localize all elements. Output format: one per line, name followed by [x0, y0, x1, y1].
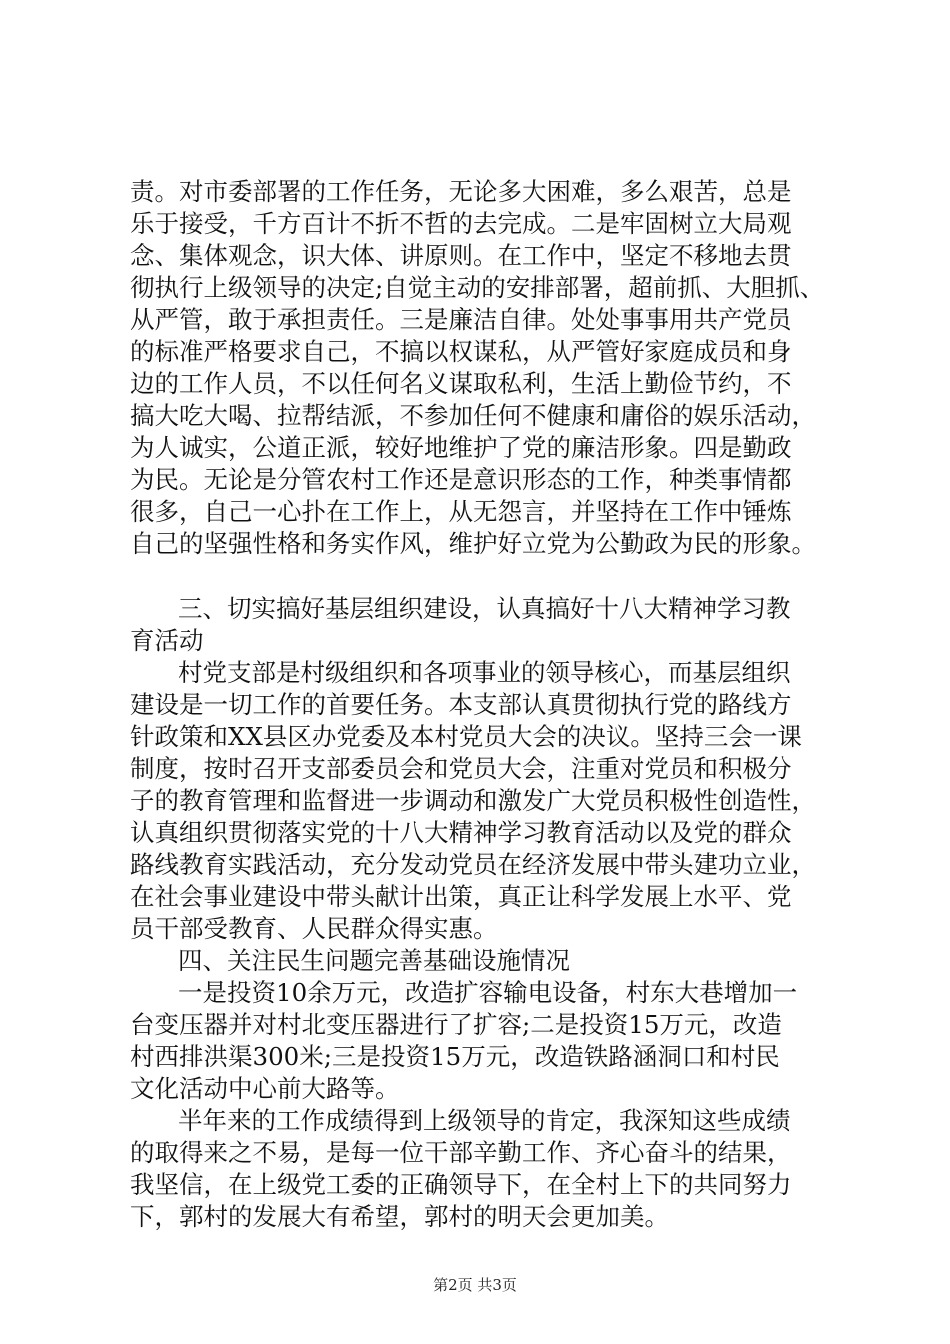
paragraph-line: 从严管，敢于承担责任。三是廉洁自律。处处事事用共产党员 — [130, 305, 792, 334]
paragraph-line: 一是投资10余万元，改造扩容输电设备，村东大巷增加一 — [178, 978, 798, 1007]
paragraph-line: 自己的坚强性格和务实作风，维护好立党为公勤政为民的形象。 — [130, 529, 816, 558]
paragraph-line: 搞大吃大喝、拉帮结派，不参加任何不健康和庸俗的娱乐活动， — [130, 401, 816, 430]
paragraph-line: 很多，自己一心扑在工作上，从无怨言，并坚持在工作中锤炼 — [130, 497, 792, 526]
paragraph-line: 制度，按时召开支部委员会和党员大会，注重对党员和积极分 — [130, 754, 792, 783]
paragraph-line: 乐于接受，千方百计不折不哲的去完成。二是牢固树立大局观 — [130, 209, 792, 238]
paragraph-line: 认真组织贯彻落实党的十八大精神学习教育活动以及党的群众 — [130, 818, 792, 847]
paragraph-line: 责。对市委部署的工作任务，无论多大困难，多么艰苦，总是 — [130, 177, 792, 206]
paragraph-line: 村西排洪渠300米;三是投资15万元，改造铁路涵洞口和村民 — [130, 1042, 780, 1071]
paragraph-line: 的标准严格要求自己，不搞以权谋私，从严管好家庭成员和身 — [130, 337, 792, 366]
paragraph-line: 员干部受教育、人民群众得实惠。 — [130, 914, 498, 943]
paragraph-line: 念、集体观念，识大体、讲原则。在工作中，坚定不移地去贯 — [130, 241, 792, 270]
paragraph-line: 半年来的工作成绩得到上级领导的肯定，我深知这些成绩 — [178, 1106, 791, 1135]
paragraph-line: 针政策和XX县区办党委及本村党员大会的决议。坚持三会一课 — [130, 722, 802, 751]
paragraph-line: 路线教育实践活动，充分发动党员在经济发展中带头建功立业， — [130, 850, 816, 879]
paragraph-line: 台变压器并对村北变压器进行了扩容;二是投资15万元，改造 — [130, 1010, 782, 1039]
section-heading-line: 育活动 — [130, 626, 204, 655]
paragraph-line: 为民。无论是分管农村工作还是意识形态的工作，种类事情都 — [130, 465, 792, 494]
section-4-heading: 四、关注民生问题完善基础设施情况 — [178, 946, 570, 975]
paragraph-line: 的取得来之不易，是每一位干部辛勤工作、齐心奋斗的结果， — [130, 1138, 792, 1167]
paragraph-line: 彻执行上级领导的决定;自觉主动的安排部署，超前抓、大胆抓、 — [130, 273, 825, 302]
paragraph-line: 在社会事业建设中带头献计出策，真正让科学发展上水平、党 — [130, 882, 792, 911]
page-number-footer: 第2页 共3页 — [433, 1276, 517, 1294]
paragraph-line: 建设是一切工作的首要任务。本支部认真贯彻执行党的路线方 — [130, 690, 792, 719]
paragraph-line: 我坚信，在上级党工委的正确领导下，在全村上下的共同努力 — [130, 1170, 792, 1199]
paragraph-line: 为人诚实，公道正派，较好地维护了党的廉洁形象。四是勤政 — [130, 433, 792, 462]
paragraph-line: 边的工作人员，不以任何名义谋取私利，生活上勤俭节约，不 — [130, 369, 792, 398]
paragraph-line: 文化活动中心前大路等。 — [130, 1074, 400, 1103]
paragraph-line: 子的教育管理和监督进一步调动和激发广大党员积极性创造性， — [130, 786, 816, 815]
section-heading-line: 三、切实搞好基层组织建设，认真搞好十八大精神学习教 — [178, 594, 791, 623]
paragraph-line: 村党支部是村级组织和各项事业的领导核心，而基层组织 — [178, 658, 791, 687]
paragraph-line: 下，郭村的发展大有希望，郭村的明天会更加美。 — [130, 1202, 669, 1231]
